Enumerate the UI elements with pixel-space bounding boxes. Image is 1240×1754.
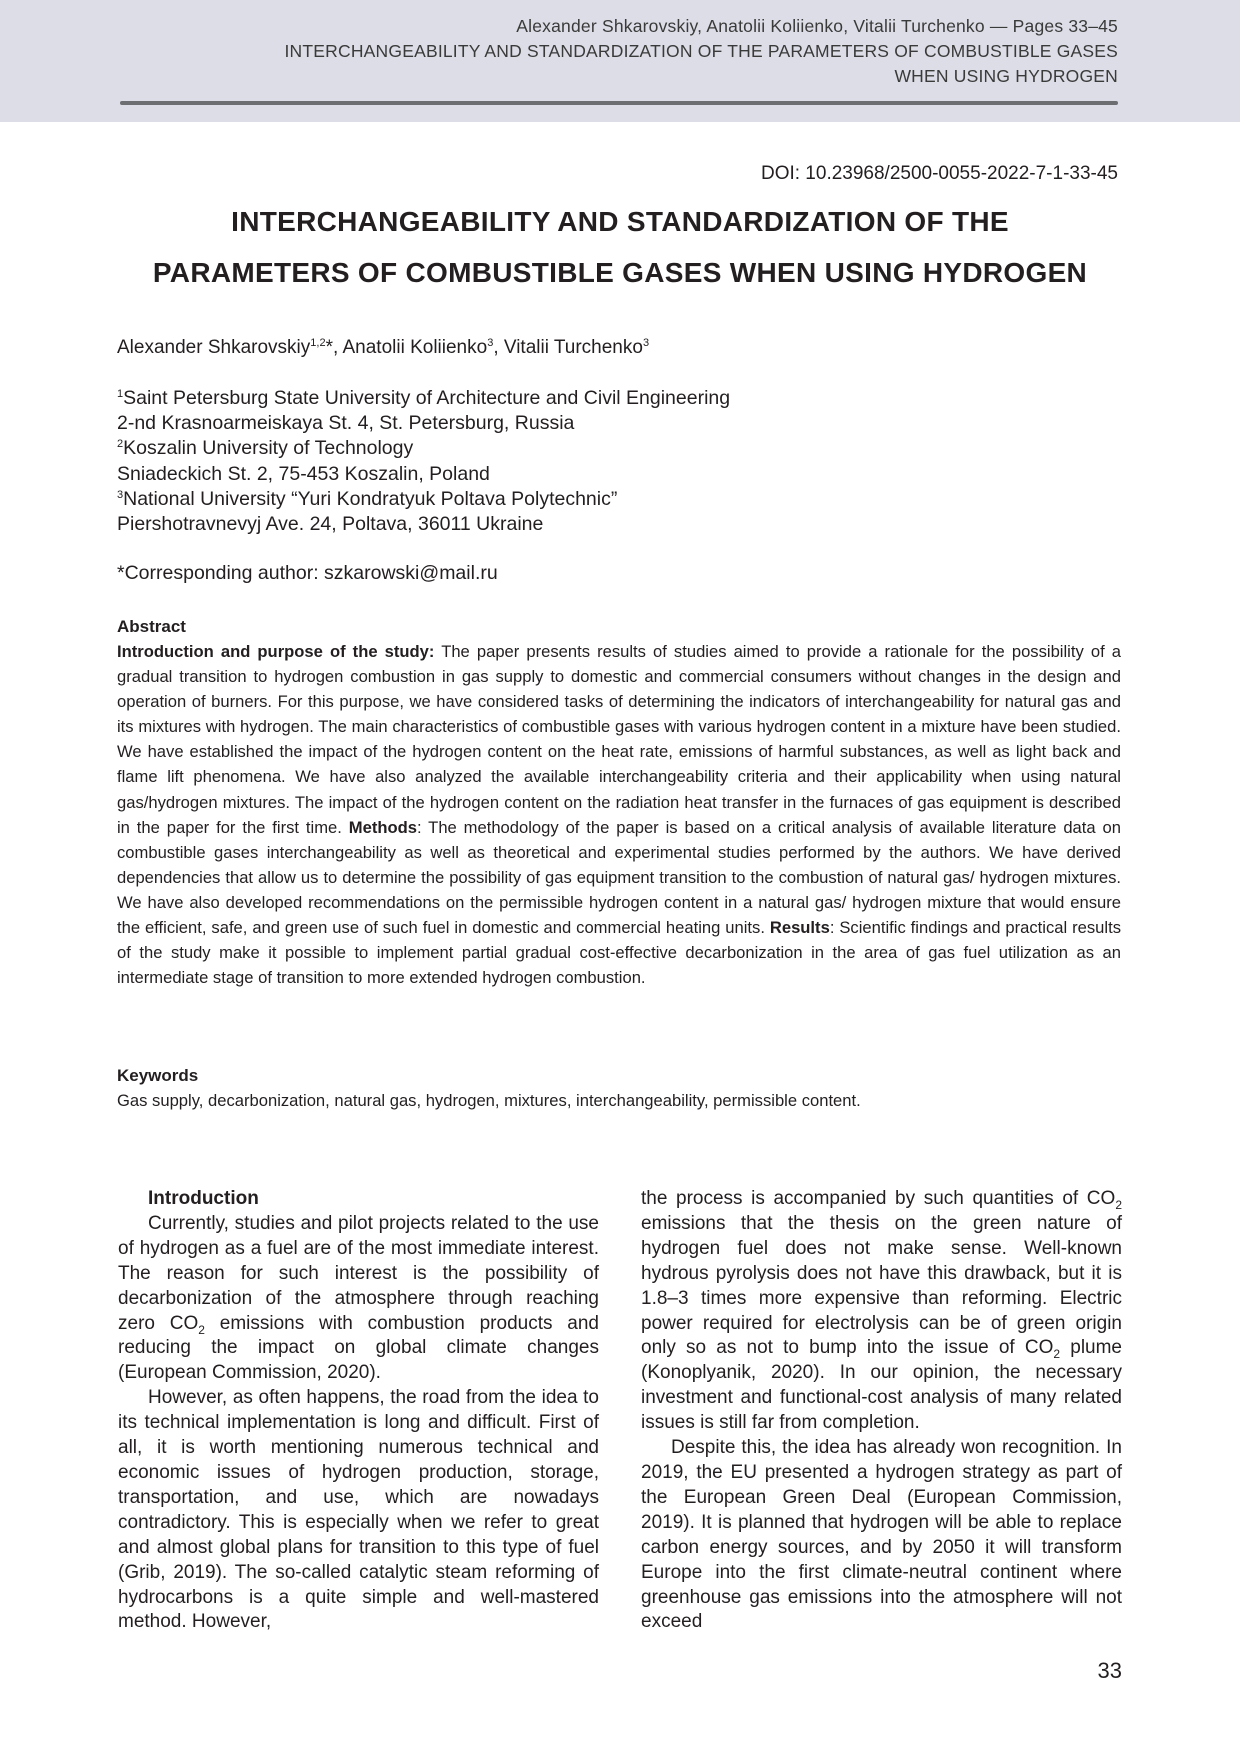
affiliation-text: National University “Yuri Kondratyuk Poltava Polytechnic” bbox=[123, 487, 618, 510]
author-separator: , bbox=[332, 337, 343, 358]
abstract-heading: Abstract bbox=[117, 617, 186, 636]
author-separator: , bbox=[493, 337, 504, 358]
paragraph-text: plume (Konoplyanik, 2020). In our opinion, the necessary investment and functional-cost analysis of many related issues is still far from completion. bbox=[641, 1337, 1122, 1434]
affiliation-sup: 3 bbox=[117, 488, 124, 501]
paper-title bbox=[100, 196, 1140, 298]
affiliation-text: Koszalin University of Technology bbox=[123, 437, 414, 460]
header-divider bbox=[120, 101, 1118, 105]
keywords-text: Gas supply, decarbonization, natural gas, hydrogen, mixtures, interchangeability, permissible content. bbox=[117, 1091, 861, 1110]
body-column-right bbox=[641, 1187, 1122, 1635]
section-heading-introduction: Introduction bbox=[148, 1188, 259, 1209]
subscript: 2 bbox=[1053, 1347, 1061, 1362]
paragraph-text: the process is accompanied by such quantities of CO bbox=[641, 1188, 1116, 1209]
author-name: Vitalii Turchenko bbox=[503, 337, 643, 358]
running-header-text bbox=[285, 14, 1119, 89]
affiliation-text: Piershotravnevyj Ave. 24, Poltava, 36011 Ukraine bbox=[117, 513, 544, 536]
affiliation-line bbox=[117, 512, 730, 537]
author-affil-sup: 3 bbox=[487, 337, 494, 349]
author-list bbox=[117, 337, 649, 359]
header-authors-pages: Alexander Shkarovskiy, Anatolii Koliienko, Vitalii Turchenko — Pages 33–45 bbox=[516, 16, 1118, 36]
abstract-intro-label: Introduction and purpose of the study: bbox=[117, 642, 435, 661]
keywords-heading: Keywords bbox=[117, 1066, 199, 1085]
author-name: Anatolii Koliienko bbox=[342, 337, 488, 358]
affiliation-text: 2-nd Krasnoarmeiskaya St. 4, St. Petersburg, Russia bbox=[117, 412, 575, 435]
subscript: 2 bbox=[198, 1322, 205, 1337]
author-affil-sup: 1,2 bbox=[310, 337, 326, 349]
doi: DOI: 10.23968/2500-0055-2022-7-1-33-45 bbox=[760, 163, 1118, 184]
affiliation-sup: 1 bbox=[117, 388, 124, 400]
affiliations bbox=[117, 386, 730, 537]
page-number: 33 bbox=[1097, 1658, 1122, 1683]
body-paragraph bbox=[641, 1187, 1122, 1436]
affiliation-line bbox=[117, 411, 730, 436]
abstract bbox=[117, 614, 1121, 990]
affiliation-text: Sniadeckich St. 2, 75-453 Koszalin, Poland bbox=[117, 462, 490, 485]
affiliation-line bbox=[117, 386, 730, 411]
corresponding-author: *Corresponding author: szkarowski@mail.ru bbox=[117, 562, 498, 584]
body-paragraph: Despite this, the idea has already won recognition. In 2019, the EU presented a hydrogen strategy as part of the European Green Deal (European Commission, 2019). It is planned that hydrogen will be able to replace carbon energy sources, and by 2050 it will transform Europe into the first climate-neutral continent where greenhouse gas emissions into the atmosphere will not exceed bbox=[641, 1437, 1122, 1633]
abstract-results-label: Results bbox=[769, 918, 830, 938]
affiliation-sup: 2 bbox=[117, 438, 124, 451]
affiliation-line bbox=[117, 487, 730, 512]
paper-title-line2: PARAMETERS OF COMBUSTIBLE GASES WHEN USING HYDROGEN bbox=[152, 257, 1088, 288]
paragraph-text: Currently, studies and pilot projects related to the use of hydrogen as a fuel are of the most immediate interest. The reason for such interest is the possibility of decarbonization of the atmosphere through reaching zero CO bbox=[118, 1212, 599, 1334]
affiliation-line bbox=[117, 436, 730, 461]
paper-title-line1: INTERCHANGEABILITY AND STANDARDIZATION OF THE bbox=[231, 206, 1009, 237]
abstract-results-text: : Scientific findings and practical results of the study make it possible to implement partial gradual cost-effective decarbonization in the area of gas fuel utilization as an intermediate stage of transition to more extended hydrogen combustion. bbox=[117, 918, 1121, 988]
corresponding-mark: * bbox=[325, 337, 333, 358]
running-header bbox=[0, 0, 1240, 122]
header-running-title-line1: INTERCHANGEABILITY AND STANDARDIZATION OF THE PARAMETERS OF COMBUSTIBLE GASES bbox=[284, 41, 1118, 61]
subscript: 2 bbox=[1115, 1198, 1122, 1212]
body-paragraph: However, as often happens, the road from the idea to its technical implementation is long and difficult. First of all, it is worth mentioning numerous technical and economic issues of hydrogen production, storage, transportation, and use, which are nowadays contradictory. This is especially when we refer to great and almost global plans for transition to this type of fuel (Grib, 2019). The so-called catalytic steam reforming of hydrocarbons is a quite simple and well-mastered method. However, bbox=[118, 1387, 599, 1633]
paragraph-text: emissions that the thesis on the green nature of hydrogen fuel does not make sense. Well-known hydrous pyrolysis does not have this drawback, but it is 1.8–3 times more expensive than reforming. Electric power required for electrolysis can be of green origin only so as not to bump into the issue of CO bbox=[641, 1212, 1122, 1359]
body-column-left bbox=[118, 1187, 599, 1635]
header-running-title-line2: WHEN USING HYDROGEN bbox=[894, 66, 1118, 86]
author-name: Alexander Shkarovskiy bbox=[117, 337, 311, 358]
abstract-intro-text: The paper presents results of studies aimed to provide a rationale for the possibility of a gradual transition to hydrogen combustion in gas supply to domestic and commercial consumers without changes in the design and operation of burners. For this purpose, we have considered tasks of determining the indicators of interchangeability for natural gas and its mixtures with hydrogen. The main characteristics of combustible gases with various hydrogen content in a mixture have been studied. We have established the impact of the hydrogen content on the heat rate, emissions of harmful substances, as well as light back and flame lift phenomena. We have also analyzed the available interchangeability criteria and their applicability when using natural gas/hydrogen mixtures. The impact of the hydrogen content on the radiation heat transfer in the furnaces of gas equipment is described in the paper for the first time. bbox=[117, 642, 1121, 837]
affiliation-text: Saint Petersburg State University of Architecture and Civil Engineering bbox=[123, 387, 731, 409]
affiliation-line bbox=[117, 462, 730, 487]
abstract-methods-text: : The methodology of the paper is based on a critical analysis of available literature data on combustible gases interchangeability as well as theoretical and experimental studies performed by the authors. We have derived dependencies that allow us to determine the possibility of gas equipment transition to the combustion of natural gas/ hydrogen mixtures. We have also developed recommendations on the permissible hydrogen content in a natural gas/ hydrogen mixture that would ensure the efficient, safe, and green use of such fuel in domestic and commercial heating units. bbox=[117, 817, 1121, 938]
keywords bbox=[117, 1063, 1121, 1113]
abstract-body bbox=[117, 639, 1121, 990]
author-affil-sup: 3 bbox=[642, 337, 650, 349]
abstract-methods-label: Methods bbox=[348, 817, 417, 837]
body-paragraph bbox=[118, 1212, 599, 1386]
paragraph-text: emissions with combustion products and reducing the impact on global climate changes (European Commission, 2020). bbox=[118, 1312, 600, 1384]
